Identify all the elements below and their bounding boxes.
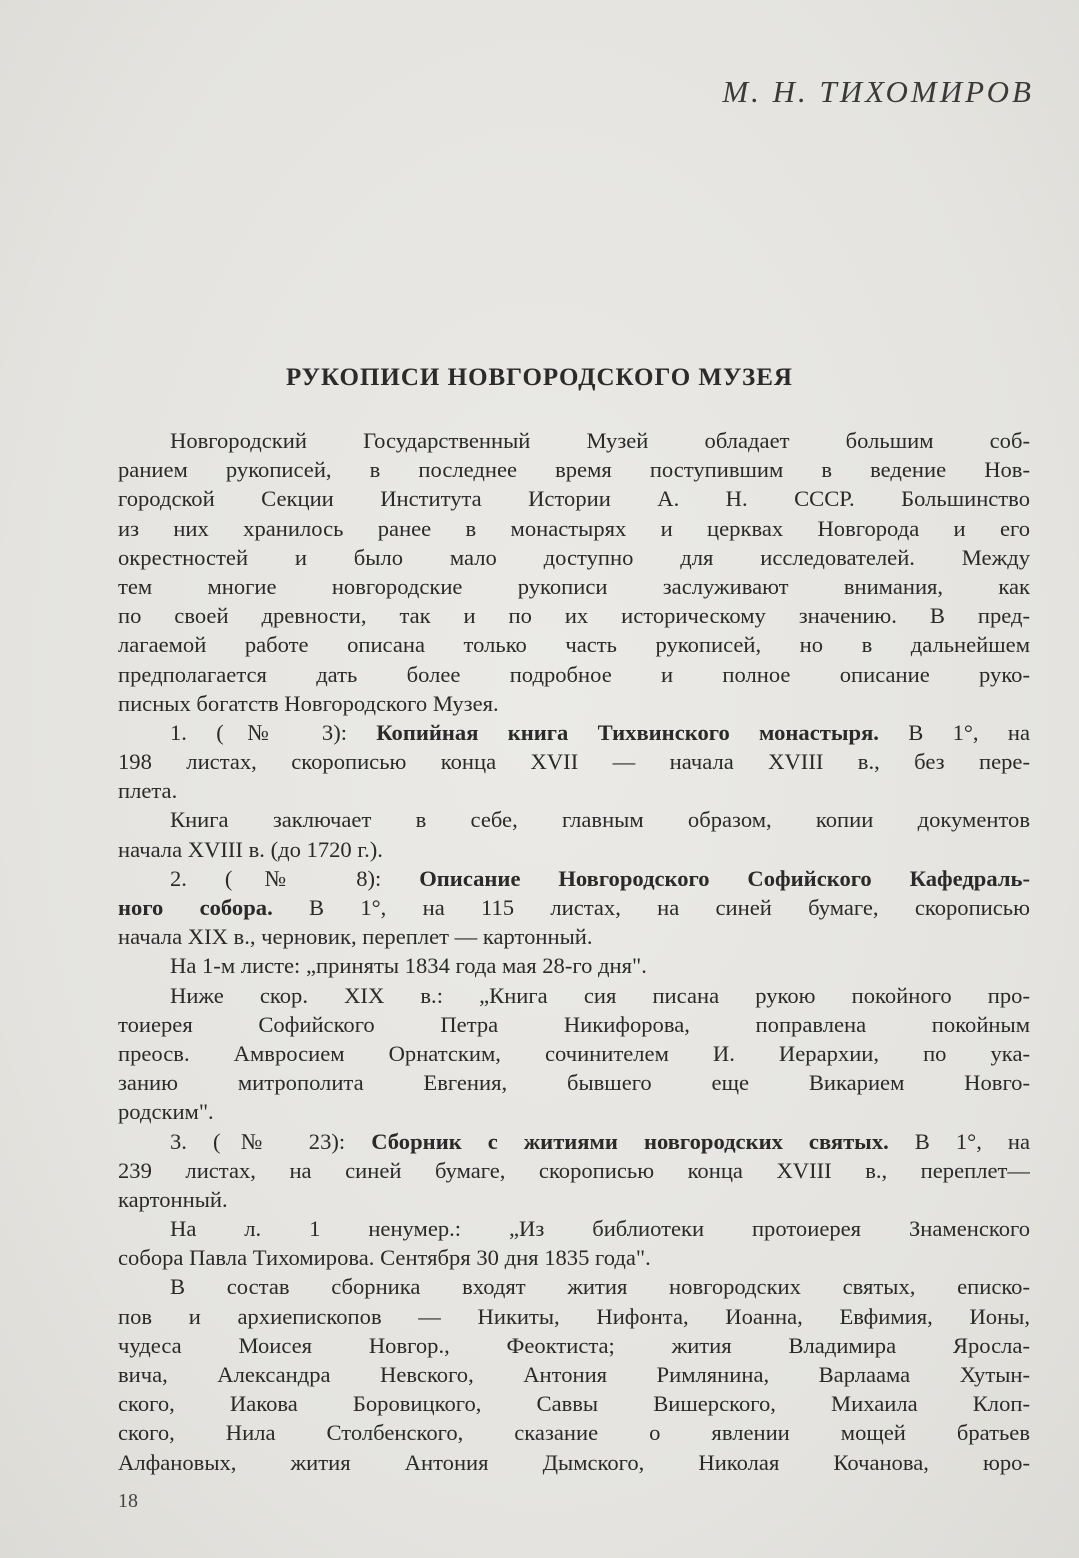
text-line: ранием рукописей, в последнее время поступившим в ведение Нов- bbox=[118, 457, 1030, 483]
text-line: городской Секции Института Истории А. Н. СССР. Большинство bbox=[118, 486, 1030, 512]
text-line: ского, Иакова Боровицкого, Саввы Вишерского, Михаила Клоп- bbox=[118, 1391, 1030, 1417]
text-line: тоиерея Софийского Петра Никифорова, поправлена покойным bbox=[118, 1011, 1030, 1037]
entry-heading-1: 1. (№ 3): Копийная книга Тихвинского монастыря. В 1°, на bbox=[170, 719, 1030, 745]
text-line: писных богатств Новгородского Музея. bbox=[118, 690, 499, 716]
text-line: лагаемой работе описана только часть рукописей, но в дальнейшем bbox=[118, 632, 1030, 658]
text-line: 239 листах, на синей бумаге, скорописью конца XVIII в., переплет— bbox=[118, 1157, 1030, 1183]
text-line: Книга заключает в себе, главным образом, копии документов bbox=[170, 807, 1030, 833]
text-line: преосв. Амвросием Орнатским, сочинителем И. Иерархии, по ука- bbox=[118, 1040, 1030, 1066]
text-line: ского, Нила Столбенского, сказание о явлении мощей братьев bbox=[118, 1420, 1030, 1446]
text-line: ного собора. В 1°, на 115 листах, на синей бумаге, скорописью bbox=[118, 895, 1030, 920]
text-line: родским". bbox=[118, 1099, 214, 1125]
text-line: чудеса Моисея Новгор., Феоктиста; жития Владимира Яросла- bbox=[118, 1332, 1030, 1358]
text-line: начала XVIII в. (до 1720 г.). bbox=[118, 836, 383, 862]
text-line: предполагается дать более подробное и полное описание руко- bbox=[118, 661, 1030, 687]
text-line: плета. bbox=[118, 778, 178, 804]
text-line: пов и архиепископов — Никиты, Нифонта, Иоанна, Евфимия, Ионы, bbox=[118, 1303, 1030, 1329]
page-number: 18 bbox=[118, 1490, 138, 1512]
text-line: 198 листах, скорописью конца XVII — начала XVIII в., без пере- bbox=[118, 749, 1030, 775]
entry-heading-3: 3. (№ 23): Сборник с житиями новгородских святых. В 1°, на bbox=[170, 1128, 1030, 1154]
text-line: собора Павла Тихомирова. Сентября 30 дня 1835 года". bbox=[118, 1245, 651, 1271]
text-line: картонный. bbox=[118, 1186, 228, 1212]
text-line: занию митрополита Евгения, бывшего еще Викарием Новго- bbox=[118, 1070, 1030, 1096]
text-line: начала XIX в., черновик, переплет — картонный. bbox=[118, 924, 593, 950]
text-line: окрестностей и было мало доступно для исследователей. Между bbox=[118, 544, 1030, 570]
text-line: Новгородский Государственный Музей обладает большим соб- bbox=[170, 428, 1030, 453]
text-line: Ниже скор. XIX в.: „Книга сия писана рукою покойного про- bbox=[170, 982, 1030, 1008]
article-title: РУКОПИСИ НОВГОРОДСКОГО МУЗЕЯ bbox=[286, 364, 793, 391]
text-line: тем многие новгородские рукописи заслуживают внимания, как bbox=[118, 573, 1030, 599]
text-line: Алфановых, жития Антония Дымского, Николая Кочанова, юро- bbox=[118, 1449, 1030, 1475]
text-line: На л. 1 ненумер.: „Из библиотеки протоиерея Знаменского bbox=[170, 1216, 1030, 1242]
text-line: На 1-м листе: „приняты 1834 года мая 28-го дня". bbox=[170, 953, 647, 979]
text-line: по своей древности, так и по их историческому значению. В пред- bbox=[118, 603, 1030, 629]
text-line: из них хранилось ранее в монастырях и церквах Новгорода и его bbox=[118, 515, 1030, 541]
article-body bbox=[118, 426, 1030, 1477]
text-line: вича, Александра Невского, Антония Римлянина, Варлаама Хутын- bbox=[118, 1362, 1030, 1387]
running-header-author: М. Н. ТИХОМИРОВ bbox=[722, 74, 1034, 109]
entry-heading-2: 2. (№ 8): Описание Новгородского Софийского Кафедраль- bbox=[170, 865, 1030, 891]
text-line: В состав сборника входят жития новгородских святых, еписко- bbox=[170, 1274, 1030, 1300]
